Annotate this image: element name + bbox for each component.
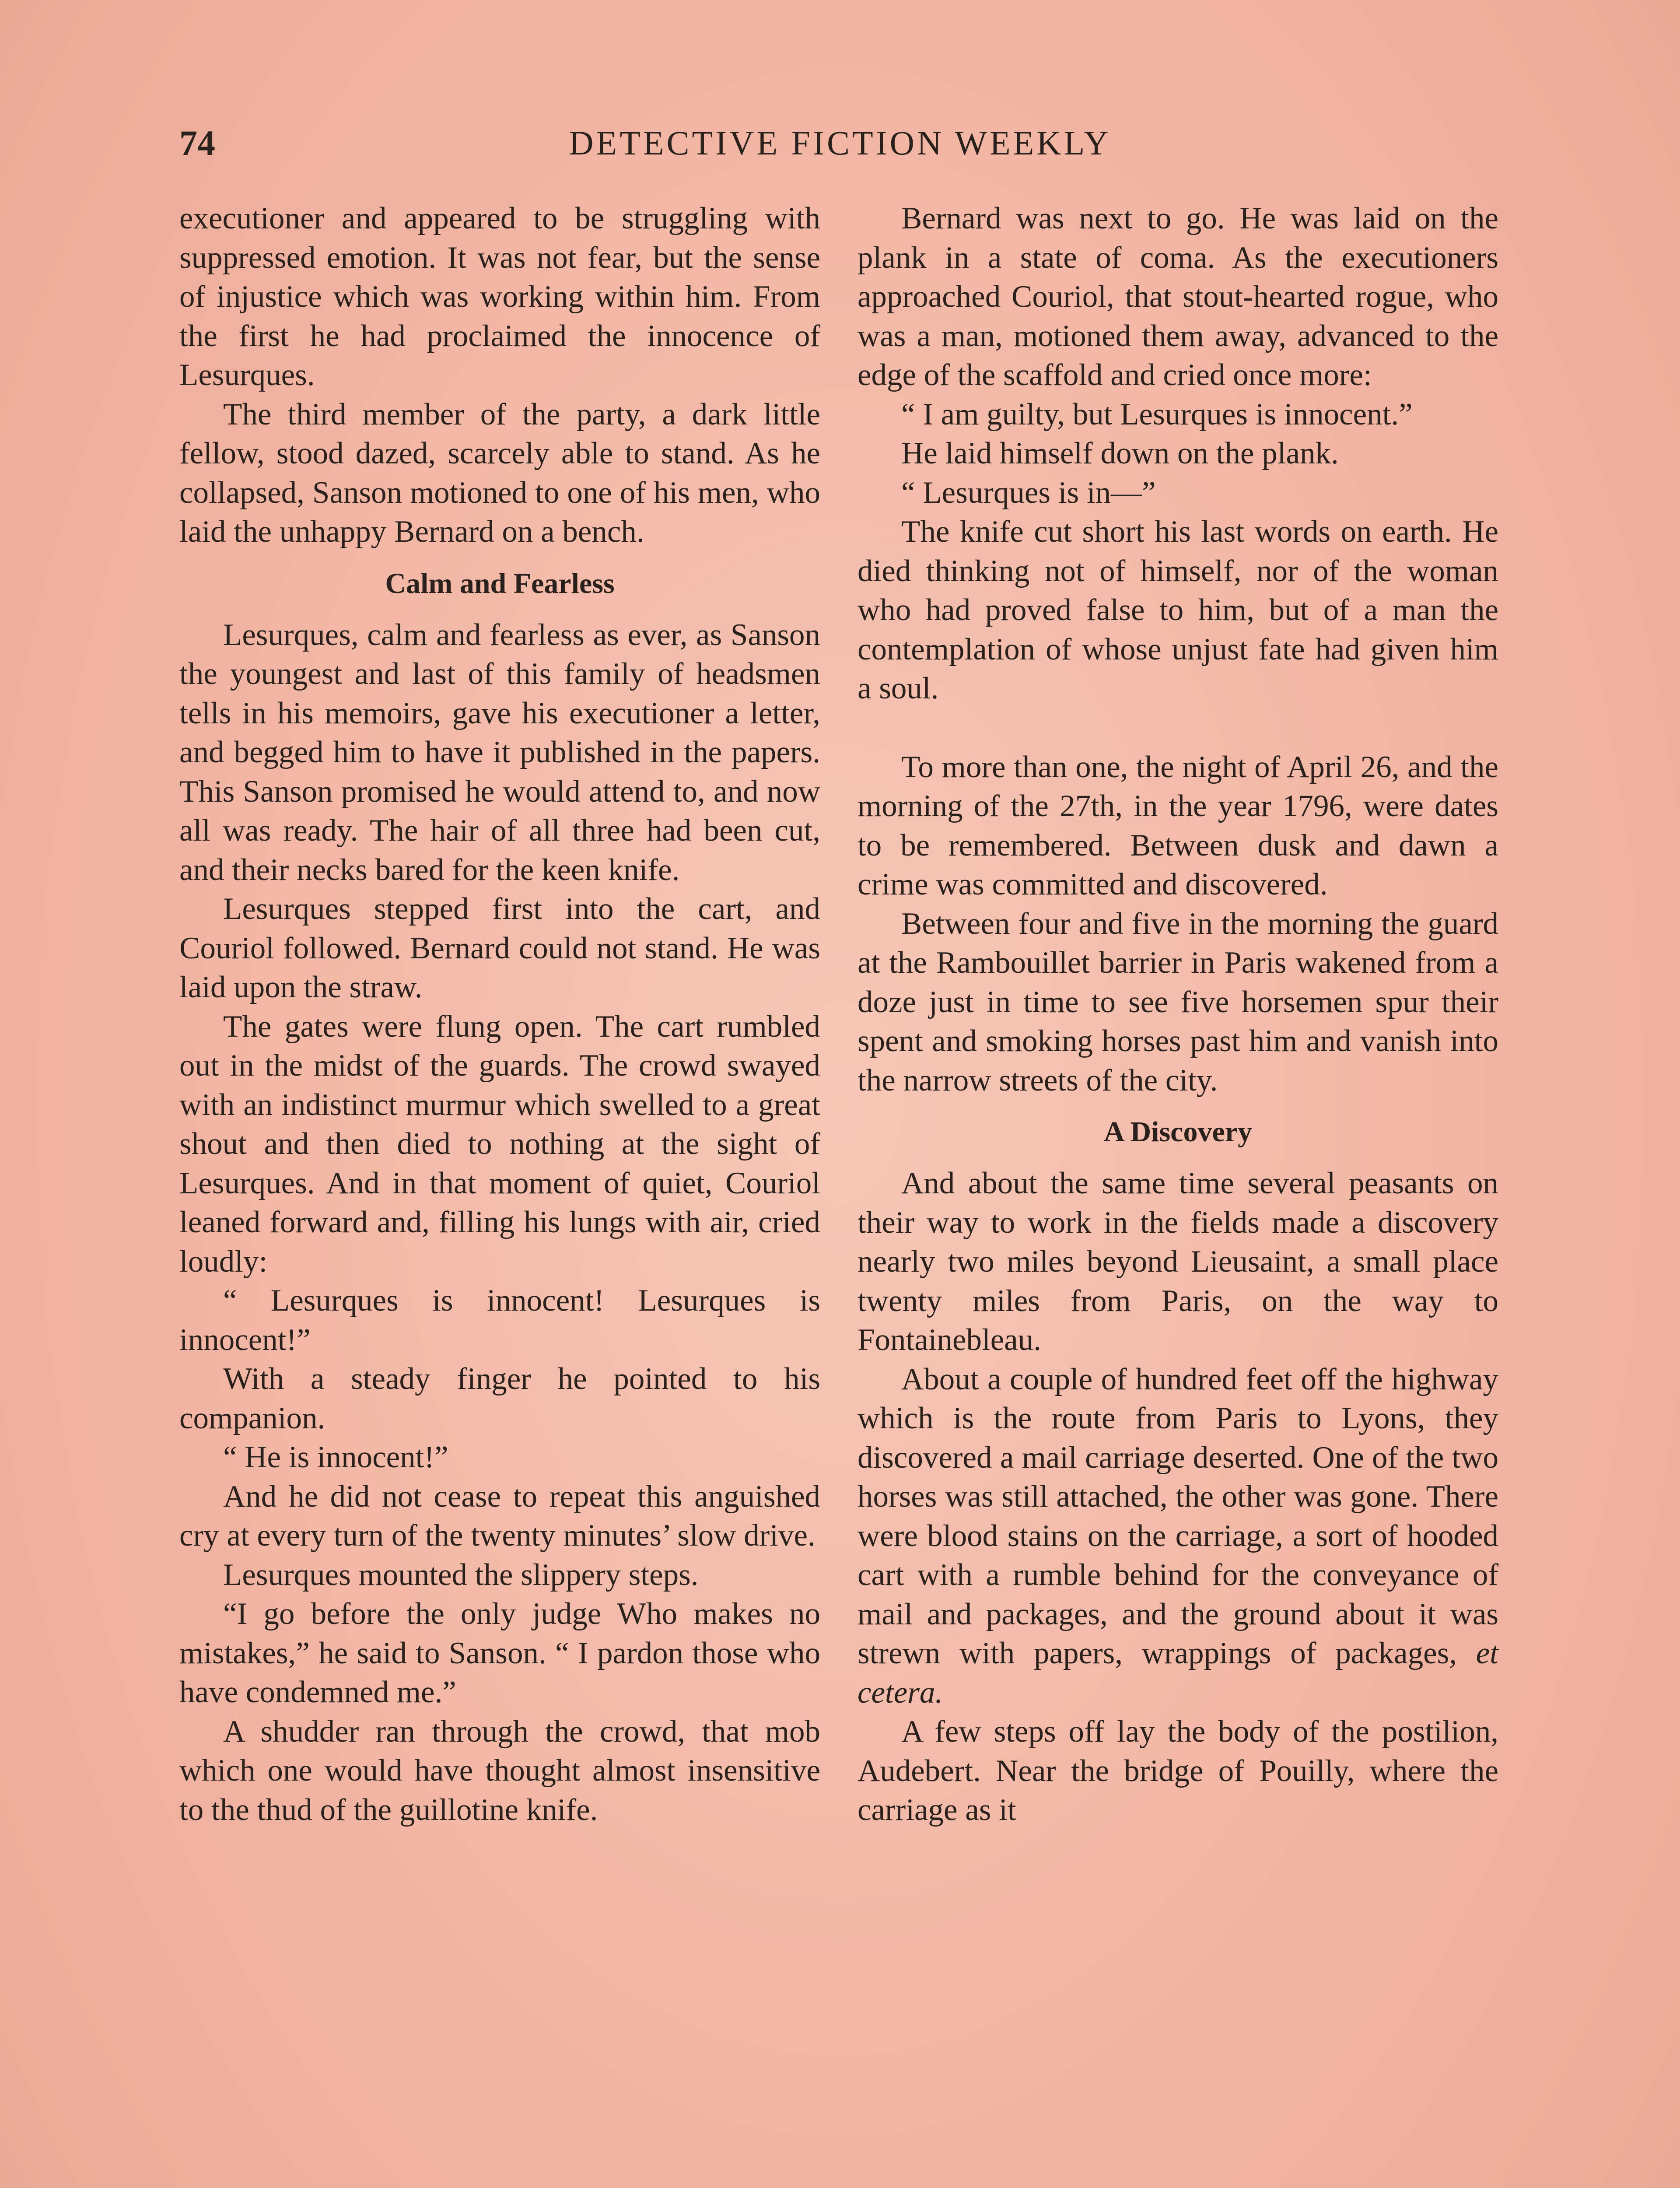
paragraph: And about the same time several peasants on their way to work in the fields made a discovery nearly two miles beyond Lieusaint, a small place twenty miles from Paris, on the way to Fontainebleau. (858, 1166, 1498, 1357)
paragraph: “ I am guilty, but Lesurques is innocent.” (901, 397, 1413, 431)
paragraph: Lesurques mounted the slippery steps. (223, 1557, 699, 1592)
paragraph: With a steady finger he pointed to his companion. (179, 1362, 820, 1435)
right-column (858, 199, 1498, 1830)
paragraph (858, 1360, 1498, 1713)
paragraph: “ Lesurques is in—” (901, 475, 1156, 510)
paragraph-text: About a couple of hundred feet off the highway which is the route from Paris to Lyons, they discovered a mail carriage deserted. One of the two horses was still attached, the other was gone. There were blood stains on the carriage, a sort of hooded cart with a rumble behind for the conveyance of mail and packages, and the ground about it was strewn with papers, wrappings of packages, (858, 1362, 1498, 1670)
left-column (179, 199, 820, 1830)
subheading-calm-and-fearless: Calm and Fearless (385, 567, 615, 600)
paragraph: Lesurques, calm and fearless as ever, as Sanson the youngest and last of this family of headsmen tells in his memoirs, gave his executioner a letter, and begged him to have it published in the papers. This Sanson promised he would attend to, and now all was ready. The hair of all three had been cut, and their necks bared for the keen knife. (179, 617, 820, 887)
paragraph: A shudder ran through the crowd, that mob which one would have thought almost insensitive to the thud of the guillotine knife. (179, 1714, 820, 1827)
paragraph: Lesurques stepped first into the cart, and Couriol followed. Bernard could not stand. He was laid upon the straw. (179, 892, 820, 1004)
paragraph: “ He is innocent!” (223, 1440, 448, 1474)
paragraph: And he did not cease to repeat this anguished cry at every turn of the twenty minutes’ slow drive. (179, 1479, 820, 1553)
paragraph: Between four and five in the morning the guard at the Rambouillet barrier in Paris wakened from a doze just in time to see five horsemen spur their spent and smoking horses past him and vanish into the narrow streets of the city. (858, 906, 1498, 1098)
paragraph: executioner and appeared to be struggling with suppressed emotion. It was not fear, but the sense of injustice which was working within him. From the first he had proclaimed the innocence of Lesurques. (179, 201, 820, 392)
page-number: 74 (179, 123, 215, 163)
italic-phrase: et cetera. (858, 1636, 1498, 1710)
paragraph: He laid himself down on the plank. (901, 436, 1339, 470)
paragraph: Bernard was next to go. He was laid on the plank in a state of coma. As the executioners approached Couriol, that stout-hearted rogue, who was a man, motioned them away, advanced to the edge of the scaffold and cried once more: (858, 201, 1498, 392)
section-break (858, 708, 1498, 748)
paragraph: The third member of the party, a dark little fellow, stood dazed, scarcely able to stand. As he collapsed, Sanson motioned to one of his men, who laid the unhappy Bernard on a bench. (179, 397, 820, 549)
paragraph: “I go before the only judge Who makes no mistakes,” he said to Sanson. “ I pardon those who have condemned me.” (179, 1597, 820, 1709)
running-title: DETECTIVE FICTION WEEKLY (569, 124, 1111, 162)
subheading-a-discovery: A Discovery (1103, 1116, 1253, 1148)
paragraph: To more than one, the night of April 26, and the morning of the 27th, in the year 1796, were dates to be remembered. Between dusk and dawn a crime was committed and discovered. (858, 750, 1498, 901)
paragraph: “ Lesurques is innocent! Lesurques is innocent!” (179, 1283, 820, 1357)
page-header (179, 119, 1501, 167)
paragraph: The gates were flung open. The cart rumbled out in the midst of the guards. The crowd swayed with an indistinct murmur which swelled to a great shout and then died to nothing at the sight of Lesurques. And in that moment of quiet, Couriol leaned forward and, filling his lungs with air, cried loudly: (179, 1009, 820, 1279)
paragraph: A few steps off lay the body of the postilion, Audebert. Near the bridge of Pouilly, where the carriage as it (858, 1715, 1498, 1827)
paragraph: The knife cut short his last words on earth. He died thinking not of himself, nor of the woman who had proved false to him, but of a man the contemplation of whose unjust fate had given him a soul. (858, 515, 1498, 705)
